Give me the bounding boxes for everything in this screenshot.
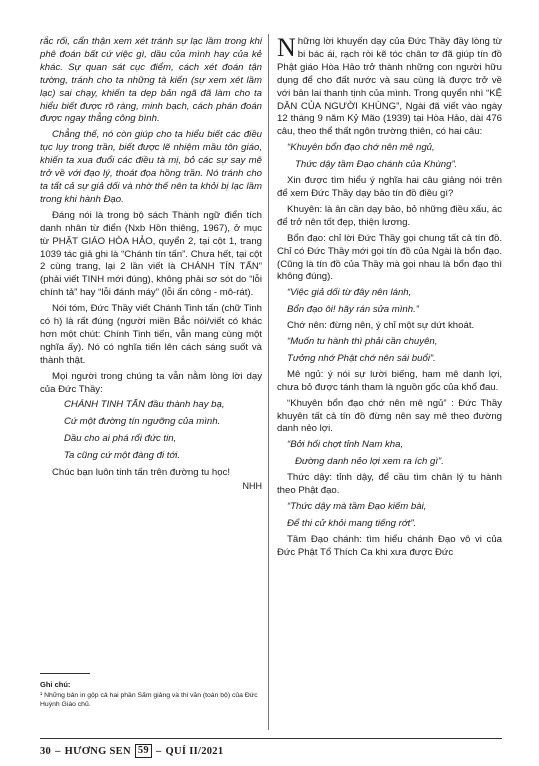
right-paragraph-8: Thức dậy: tỉnh dậy, để cầu tìm chân lý tu hành theo Phật đạo. bbox=[277, 472, 502, 497]
quote-verse-1 bbox=[287, 142, 502, 172]
right-paragraph-5: Chớ nên: đừng nên, ý chỉ một sự dứt khoát. bbox=[287, 320, 475, 332]
quote-line: “Khuyên bổn đạo chớ nên mê ngủ, bbox=[287, 142, 435, 154]
poem-verse bbox=[64, 399, 262, 463]
left-paragraph-3: Đáng nói là trong bộ sách Thành ngữ điển tích danh nhân từ điển (Nxb Hồn thiêng, 1967), ở mục từ PHẬT GIÁO HÒA HẢO, quyển 2, tại cột 1, trang 1039 tác giả ghi là “Chánh tín tấn”. Chưa hết, tại cột 2 cùng trang, lại 2 lần viết là CHÁNH TÍN TẤN” (phải viết TINH mới đúng), không phải sơ sót do “lỗi chính tả” hay “lỗi đánh máy” (lỗi ấn công - mô-rát). bbox=[40, 209, 262, 299]
drop-cap: N bbox=[277, 33, 296, 62]
quote-verse-2 bbox=[287, 287, 502, 317]
right-paragraph-6: Mê ngủ: ý nói sự lười biếng, ham mê danh lợi, chưa bỏ được tánh tham là nguồn gốc của khổ đau. bbox=[277, 368, 502, 393]
quote-line: “Muốn tu hành thì phải cần chuyên, bbox=[287, 336, 438, 348]
poem-line: CHÁNH TINH TẤN đầu thành hay bạ, bbox=[64, 399, 225, 411]
footnote-text: ¹ Những bản in gộp cả hai phần Sấm giảng và thi văn (toàn bộ) của Đức Huỳnh Giáo chủ. bbox=[40, 692, 258, 708]
author-signature: NHH bbox=[242, 481, 262, 491]
quote-line: “Bởi hối chợt tỉnh Nam kha, bbox=[287, 439, 404, 451]
quote-verse-4 bbox=[287, 439, 502, 469]
right-paragraph-3: Khuyên: là ân cần dạy bảo, bỏ những điều xấu, ác để trở nên tốt đẹp, thiện lương. bbox=[277, 203, 502, 228]
right-paragraph-2: Xin được tìm hiểu ý nghĩa hai câu giảng nói trên để xem Đức Thầy dạy bảo tín đồ điều gì? bbox=[277, 175, 502, 199]
quote-line: “Thức dậy mà tầm Đạo kiếm bài, bbox=[287, 501, 427, 512]
quote-verse-5 bbox=[287, 501, 502, 531]
right-column bbox=[277, 33, 502, 560]
footer-separator: – bbox=[155, 745, 162, 757]
column-divider bbox=[268, 34, 269, 730]
poem-line: Dầu cho ai phá rối đức tin, bbox=[64, 433, 177, 445]
footnote-title: Ghi chú: bbox=[40, 680, 71, 689]
right-paragraph-4: Bổn đạo: chỉ lời Đức Thầy gọi chung tất cả tín đồ. Chỉ có Đức Thầy mới gọi tín đồ của Ngài là bổn đạo. (Cũng là tín đồ của Thầy mà gọi nhau là bổn đạo thì không đúng). bbox=[277, 232, 502, 283]
poem-line: Cứ một đường tín ngưỡng của mình. bbox=[64, 416, 221, 428]
left-paragraph-4: Nói tóm, Đức Thầy viết Chánh Tinh tấn (chữ Tinh có h) là rất đúng (người miền Bắc nói/viết có khác hơn một chút: Chính Tinh tiến, vẫn mang cùng một nghĩa ấy). Nó có nghĩa tiến lên cách sáng suốt và thành thật. bbox=[40, 303, 262, 366]
left-paragraph-5: Mọi người trong chúng ta vẫn nằm lòng lời dạy của Đức Thầy: bbox=[40, 370, 262, 395]
quote-line: Bổn đạo ôi! hãy rán sửa mình.” bbox=[287, 304, 419, 316]
quote-verse-3 bbox=[287, 336, 502, 366]
page-number: 30 bbox=[40, 745, 52, 757]
left-column bbox=[40, 36, 262, 493]
footnote-divider bbox=[40, 673, 90, 674]
footer-divider bbox=[40, 738, 502, 739]
closing-line: Chúc bạn luôn tinh tấn trên đường tu học! bbox=[52, 467, 231, 479]
page-footer bbox=[40, 744, 223, 758]
quote-line: Để thi cử khỏi mang tiếng rớt”. bbox=[287, 517, 417, 529]
quote-line: “Việc giả dối từ đây nên lánh, bbox=[287, 287, 412, 299]
poem-line: Ta cũng cứ một đàng đi tới. bbox=[64, 450, 181, 462]
right-paragraph-1 bbox=[277, 33, 502, 139]
quote-line: Thức dậy tầm Đạo chánh của Khùng”. bbox=[295, 159, 458, 171]
issue-number: 59 bbox=[135, 744, 152, 758]
footer-separator: – bbox=[55, 745, 61, 757]
quote-line: Tưởng nhớ Phật chớ nên sái buổi”. bbox=[287, 352, 436, 364]
quote-line: Đường danh nẻo lợi xem ra ích gì”. bbox=[295, 456, 444, 468]
left-paragraph-2: Chẳng thế, nó còn giúp cho ta hiểu biết các điều tục lụy trong trần, biết được lẽ nhiệm mầu tôn giáo, khiến ta xua đuổi các điều tà mị, bỏ các sự say mê trở về với đạo lý, thoát đọa hồng trần. Nó tránh cho ta tất cả sự giả dối và nhờ thế nên ta khỏi bị lạc lầm trong khi hành Đạo. bbox=[40, 129, 262, 205]
left-paragraph-1: rắc rối, cẩn thận xem xét tránh sự lạc lầm trong khi phê đoán bất cứ việc gì, dầu của mình hay của kẻ khác. Sự quan sát cục điểm, cách xét đoán tận tường, tránh cho ta những tà kiến (sự xem xét lầm lạc) sai chạy, khiến ta dẹp bản ngã đã làm cho ta hiểu biết được rõ ràng, minh bạch, cách phán đoán được ngay thẳng công bình. bbox=[40, 36, 262, 125]
right-paragraph-9: Tầm Đạo chánh: tìm hiểu chánh Đạo vô vi của Đức Phật Tổ Thích Ca khi xưa được Đức bbox=[277, 533, 502, 558]
right-paragraph-7: “Khuyên bổn đạo chớ nên mê ngủ” : Đức Thầy khuyên tất cả tín đồ đừng nên say mê theo đường danh nẻo lợi. bbox=[277, 397, 502, 435]
right-paragraph-1-text: hững lời khuyến dạy của Đức Thầy đầy lòng từ bi bác ái, rạch ròi kẽ tóc chân tơ đã giúp tín đồ Phật giáo Hòa Hảo trở thành những con người hữu dụng để cho đất nước và sau cùng là được trở về với bản lai thanh tịnh của mình. Trong quyển nhì “KỆ DÂN CỦA NGƯỜI KHÙNG”, Ngài đã viết vào ngày 12 tháng 9 năm Kỷ Mão (1939) tại Hòa Hảo, dài 476 câu, theo thể thất ngôn trường thiên, có hai câu: bbox=[277, 36, 502, 138]
issue-quarter: QUÍ II/2021 bbox=[165, 745, 224, 757]
magazine-name: HƯƠNG SEN bbox=[64, 745, 131, 757]
